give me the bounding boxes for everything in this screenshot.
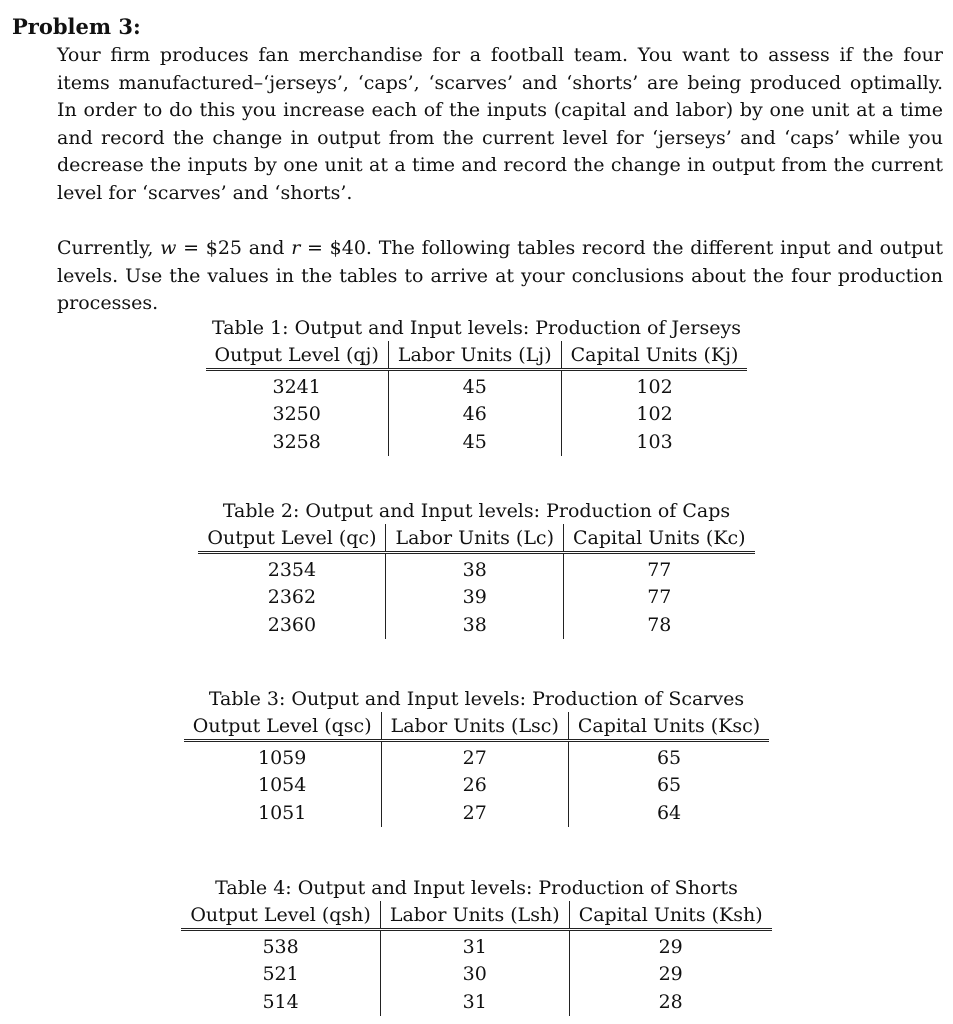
cell-labor: 27	[381, 741, 568, 772]
data-table	[206, 341, 748, 456]
table-row	[184, 741, 769, 772]
cell-output: 2360	[267, 613, 317, 636]
table-row	[181, 930, 771, 961]
header-output: Output Level (qsh)	[181, 901, 380, 930]
cell-capital: 77	[564, 584, 755, 612]
table-caption: Table 2: Output and Input levels: Production of Caps	[222, 500, 731, 522]
cell-labor: 45	[388, 370, 561, 401]
rent-value: = $40.	[300, 237, 379, 259]
table-header-row	[184, 712, 769, 741]
cell-capital: 102	[561, 401, 747, 429]
data-table	[198, 524, 754, 639]
table-header-row	[181, 901, 771, 930]
problem-description: Your firm produces fan merchandise for a football team. You want to assess if the four items manufactured–‘jerseys’, ‘caps’, ‘scarves’ and ‘shorts’ are being produced optimally. In order to do this you increase each of the inputs (capital and labor) by one unit at a time and record the change in output from the current level for ‘jerseys’ and ‘caps’ while you decrease the inputs by one unit at a time and record the change in output from the current level for ‘scarves’ and ‘shorts’.	[57, 44, 943, 204]
wage-symbol: w	[160, 237, 177, 259]
prices-lead: Currently,	[57, 237, 161, 259]
cell-capital: 29	[569, 930, 771, 961]
rent-symbol: r	[291, 237, 301, 259]
cell-output: 3241	[272, 375, 321, 398]
cell-output: 521	[262, 963, 299, 986]
table-row	[184, 799, 769, 827]
header-labor: Labor Units (Lsc)	[381, 712, 568, 741]
cell-labor: 27	[381, 799, 568, 827]
table-row	[198, 584, 754, 612]
cell-output: 1051	[258, 801, 307, 824]
cell-capital: 103	[561, 428, 747, 456]
cell-labor: 31	[380, 930, 569, 961]
cell-labor: 39	[386, 584, 564, 612]
table-row	[206, 428, 748, 456]
header-output: Output Level (qc)	[198, 524, 386, 553]
cell-capital: 65	[568, 741, 769, 772]
cell-output: 2362	[267, 586, 317, 609]
table-caption: Table 3: Output and Input levels: Production of Scarves	[208, 688, 745, 710]
table-row	[198, 611, 754, 639]
table-caption: Table 4: Output and Input levels: Production of Shorts	[215, 877, 738, 899]
cell-output: 538	[262, 935, 299, 958]
cell-labor: 38	[386, 553, 564, 584]
table-row	[181, 961, 771, 989]
header-output: Output Level (qj)	[206, 341, 389, 370]
problem-heading: Problem 3:	[12, 14, 141, 39]
cell-output: 3258	[272, 430, 321, 453]
prices-rest: The following tables record the different input and output levels. Use the values in the tables to arrive at your conclusions about the four production processes.	[57, 237, 944, 315]
prices-paragraph	[57, 235, 943, 318]
cell-capital: 28	[569, 988, 771, 1016]
header-labor: Labor Units (Lc)	[386, 524, 564, 553]
header-capital: Capital Units (Ksh)	[569, 901, 771, 930]
cell-capital: 64	[568, 799, 769, 827]
cell-capital: 78	[564, 611, 755, 639]
header-capital: Capital Units (Kj)	[561, 341, 747, 370]
header-labor: Labor Units (Lsh)	[380, 901, 569, 930]
header-output: Output Level (qsc)	[184, 712, 381, 741]
table-header-row	[206, 341, 748, 370]
table-header-row	[198, 524, 754, 553]
cell-capital: 29	[569, 961, 771, 989]
table-row	[206, 401, 748, 429]
header-labor: Labor Units (Lj)	[388, 341, 561, 370]
table-row	[184, 772, 769, 800]
table-row	[181, 988, 771, 1016]
cell-labor: 46	[388, 401, 561, 429]
cell-output: 3250	[272, 403, 321, 426]
cell-labor: 45	[388, 428, 561, 456]
cell-labor: 31	[380, 988, 569, 1016]
cell-labor: 26	[381, 772, 568, 800]
table-row	[206, 370, 748, 401]
cell-capital: 77	[564, 553, 755, 584]
data-table	[184, 712, 769, 827]
table-shorts	[0, 875, 953, 1016]
wage-value: = $25 and	[176, 237, 292, 259]
cell-labor: 38	[386, 611, 564, 639]
table-scarves	[0, 686, 953, 827]
table-caption: Table 1: Output and Input levels: Production of Jerseys	[212, 317, 741, 339]
data-table	[181, 901, 771, 1016]
header-capital: Capital Units (Kc)	[564, 524, 755, 553]
cell-output: 1059	[258, 746, 307, 769]
table-caps	[0, 498, 953, 639]
cell-capital: 65	[568, 772, 769, 800]
header-capital: Capital Units (Ksc)	[568, 712, 769, 741]
cell-labor: 30	[380, 961, 569, 989]
table-row	[198, 553, 754, 584]
table-jerseys	[0, 315, 953, 456]
cell-output: 1054	[258, 774, 307, 797]
cell-capital: 102	[561, 370, 747, 401]
cell-output: 514	[262, 990, 299, 1013]
cell-output: 2354	[267, 558, 317, 581]
